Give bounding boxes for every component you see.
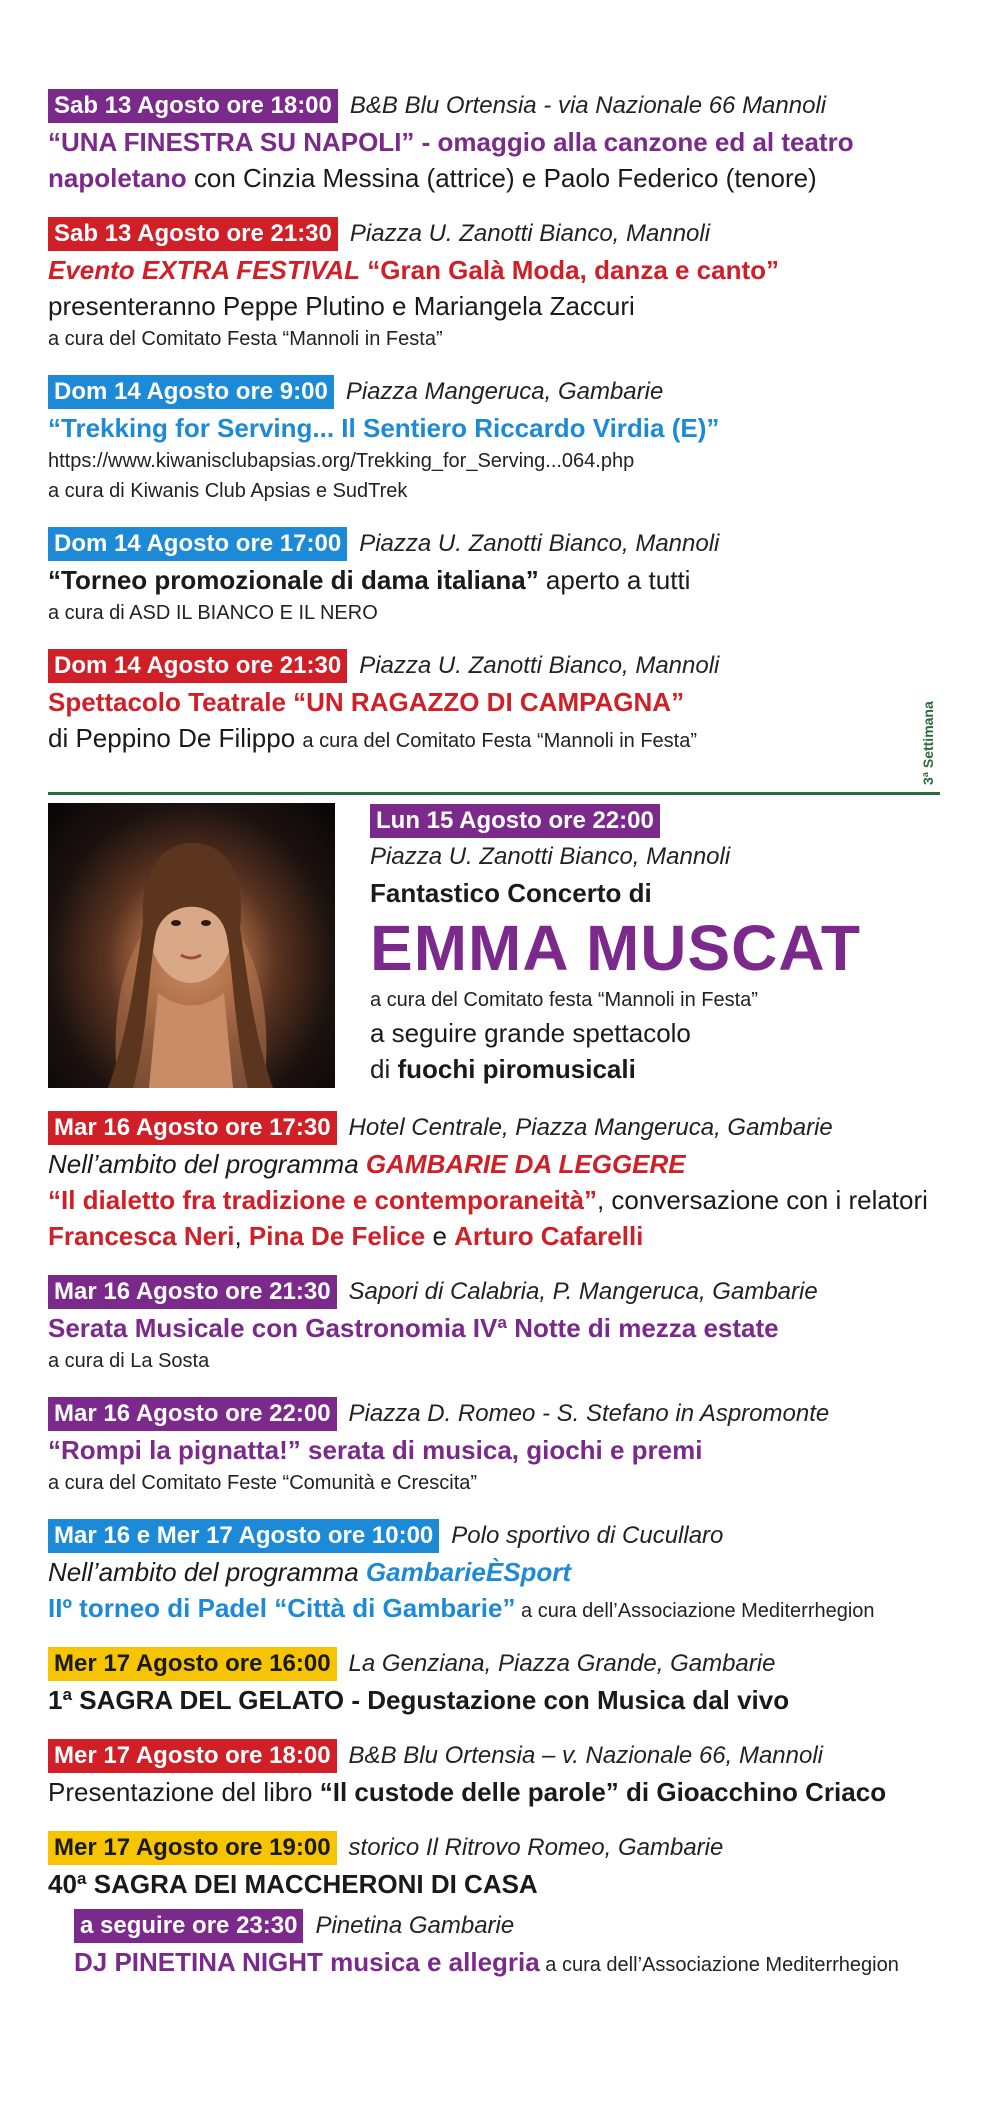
separator: , bbox=[234, 1221, 249, 1251]
concert-feature bbox=[48, 803, 948, 1088]
event-location: Piazza U. Zanotti Bianco, Mannoli bbox=[370, 843, 731, 870]
event-credit: a cura di ASD IL BIANCO E IL NERO bbox=[48, 602, 378, 624]
event-mar16-2130 bbox=[48, 1274, 948, 1376]
event-location: La Genziana, Piazza Grande, Gambarie bbox=[348, 1650, 776, 1677]
event-credit: a cura dell’Associazione Mediterrhegion bbox=[515, 1600, 875, 1622]
speaker-1: Francesca Neri bbox=[48, 1221, 235, 1251]
concert-info bbox=[370, 803, 930, 1087]
week-label: 3ª Settimana bbox=[920, 701, 936, 785]
program-name: GambarieÈSport bbox=[365, 1557, 572, 1587]
event-hosts: presenteranno Peppe Plutino e Mariangela Zaccuri bbox=[48, 291, 635, 321]
event-credit: a cura del Comitato Festa “Mannoli in Festa” bbox=[48, 328, 443, 350]
artist-name: EMMA MUSCAT bbox=[370, 912, 861, 984]
event-title: “Trekking for Serving... Il Sentiero Riccardo Virdia (E)” bbox=[48, 413, 720, 443]
event-title: “Torneo promozionale di dama italiana” bbox=[48, 565, 539, 595]
date-badge: Mer 17 Agosto ore 19:00 bbox=[48, 1831, 337, 1865]
event-title: “Gran Galà Moda, danza e canto” bbox=[367, 255, 780, 285]
event-title: 1ª SAGRA DEL GELATO - Degustazione con Musica dal vivo bbox=[48, 1685, 790, 1715]
date-badge: a seguire ore 23:30 bbox=[74, 1909, 303, 1943]
event-mar16-2200 bbox=[48, 1396, 948, 1498]
event-location: Piazza Mangeruca, Gambarie bbox=[345, 378, 664, 405]
date-badge: Lun 15 Agosto ore 22:00 bbox=[370, 804, 660, 838]
event-location: Sapori di Calabria, P. Mangeruca, Gambarie bbox=[348, 1278, 818, 1305]
event-location: Piazza U. Zanotti Bianco, Mannoli bbox=[349, 220, 711, 247]
events-top bbox=[48, 88, 948, 776]
event-label: Evento EXTRA FESTIVAL bbox=[48, 255, 361, 285]
event-title: “UNA FINESTRA SU NAPOLI” - omaggio alla canzone ed al teatro napoletano bbox=[48, 127, 854, 193]
event-sagra-gelato bbox=[48, 1646, 948, 1718]
event-sab13-2130 bbox=[48, 216, 948, 354]
event-credit: a cura del Comitato Feste “Comunità e Crescita” bbox=[48, 1472, 478, 1494]
event-dom14-1700 bbox=[48, 526, 948, 628]
date-badge: Mer 17 Agosto ore 18:00 bbox=[48, 1739, 337, 1773]
date-badge: Dom 14 Agosto ore 17:00 bbox=[48, 527, 347, 561]
event-dom14-2130 bbox=[48, 648, 948, 756]
event-title: Serata Musicale con Gastronomia IVª Notte di mezza estate bbox=[48, 1313, 779, 1343]
concert-followup-prefix: di bbox=[370, 1054, 398, 1084]
event-sagra-maccheroni bbox=[48, 1830, 948, 1902]
concert-pretitle: Fantastico Concerto di bbox=[370, 878, 652, 908]
event-credit: a cura di Kiwanis Club Apsias e SudTrek bbox=[48, 480, 408, 502]
event-location: Piazza U. Zanotti Bianco, Mannoli bbox=[359, 530, 720, 557]
separator: e bbox=[425, 1221, 455, 1251]
event-title: IIº torneo di Padel “Città di Gambarie” bbox=[48, 1593, 516, 1623]
event-title: 40ª SAGRA DEI MACCHERONI DI CASA bbox=[48, 1869, 538, 1899]
event-dj-night bbox=[74, 1908, 948, 1980]
event-sab13-1800 bbox=[48, 88, 948, 196]
event-location: B&B Blu Ortensia – v. Nazionale 66, Mannoli bbox=[348, 1742, 824, 1769]
program-prefix: Nell’ambito del programma bbox=[48, 1149, 366, 1179]
events-bottom bbox=[48, 1110, 948, 2000]
event-title: “Il custode delle parole” di Gioacchino Criaco bbox=[319, 1777, 887, 1807]
date-badge: Mer 17 Agosto ore 16:00 bbox=[48, 1647, 337, 1681]
date-badge: Dom 14 Agosto ore 21:30 bbox=[48, 649, 347, 683]
speaker-3: Arturo Cafarelli bbox=[454, 1221, 644, 1251]
event-url[interactable]: https://www.kiwanisclubapsias.org/Trekking_for_Serving...064.php bbox=[48, 450, 635, 472]
date-badge: Sab 13 Agosto ore 21:30 bbox=[48, 217, 338, 251]
event-location: B&B Blu Ortensia - via Nazionale 66 Mannoli bbox=[349, 92, 827, 119]
event-dom14-0900 bbox=[48, 374, 948, 506]
event-title: DJ PINETINA NIGHT musica e allegria bbox=[74, 1947, 540, 1977]
date-badge: Mar 16 Agosto ore 22:00 bbox=[48, 1397, 337, 1431]
event-location: Pinetina Gambarie bbox=[315, 1912, 515, 1939]
event-subtitle: con Cinzia Messina (attrice) e Paolo Federico (tenore) bbox=[186, 163, 817, 193]
event-padel bbox=[48, 1518, 948, 1626]
event-location: Hotel Centrale, Piazza Mangeruca, Gambarie bbox=[348, 1114, 833, 1141]
fireworks-label: fuochi piromusicali bbox=[397, 1054, 636, 1084]
event-subtitle: aperto a tutti bbox=[538, 565, 691, 595]
date-badge: Sab 13 Agosto ore 18:00 bbox=[48, 89, 338, 123]
program-prefix: Nell’ambito del programma bbox=[48, 1557, 366, 1587]
event-title: Spettacolo Teatrale “UN RAGAZZO DI CAMPAGNA” bbox=[48, 687, 685, 717]
event-prefix: Presentazione del libro bbox=[48, 1777, 320, 1807]
date-badge: Dom 14 Agosto ore 9:00 bbox=[48, 375, 334, 409]
artist-photo bbox=[48, 803, 335, 1088]
event-location: Polo sportivo di Cucullaro bbox=[451, 1522, 724, 1549]
event-credit: a cura del Comitato Festa “Mannoli in Festa” bbox=[302, 730, 697, 752]
event-book-presentation bbox=[48, 1738, 948, 1810]
event-mar16-1730 bbox=[48, 1110, 948, 1254]
event-subtitle: , conversazione con i relatori bbox=[596, 1185, 928, 1215]
speaker-2: Pina De Felice bbox=[248, 1221, 426, 1251]
date-badge: Mar 16 e Mer 17 Agosto ore 10:00 bbox=[48, 1519, 439, 1553]
event-author: di Peppino De Filippo bbox=[48, 723, 296, 753]
event-location: storico Il Ritrovo Romeo, Gambarie bbox=[348, 1834, 724, 1861]
event-credit: a cura di La Sosta bbox=[48, 1350, 210, 1372]
program-name: GAMBARIE DA LEGGERE bbox=[365, 1149, 686, 1179]
event-credit: a cura del Comitato festa “Mannoli in Festa” bbox=[370, 989, 758, 1011]
date-badge: Mar 16 Agosto ore 17:30 bbox=[48, 1111, 337, 1145]
section-divider bbox=[48, 792, 940, 795]
event-credit: a cura dell’Associazione Mediterrhegion bbox=[539, 1954, 899, 1976]
event-title: “Il dialetto fra tradizione e contemporaneità” bbox=[48, 1185, 597, 1215]
portrait-illustration bbox=[48, 803, 335, 1088]
concert-followup: a seguire grande spettacolo bbox=[370, 1018, 691, 1048]
event-title: “Rompi la pignatta!” serata di musica, giochi e premi bbox=[48, 1435, 703, 1465]
event-location: Piazza U. Zanotti Bianco, Mannoli bbox=[359, 652, 720, 679]
date-badge: Mar 16 Agosto ore 21:30 bbox=[48, 1275, 337, 1309]
event-location: Piazza D. Romeo - S. Stefano in Aspromonte bbox=[348, 1400, 830, 1427]
